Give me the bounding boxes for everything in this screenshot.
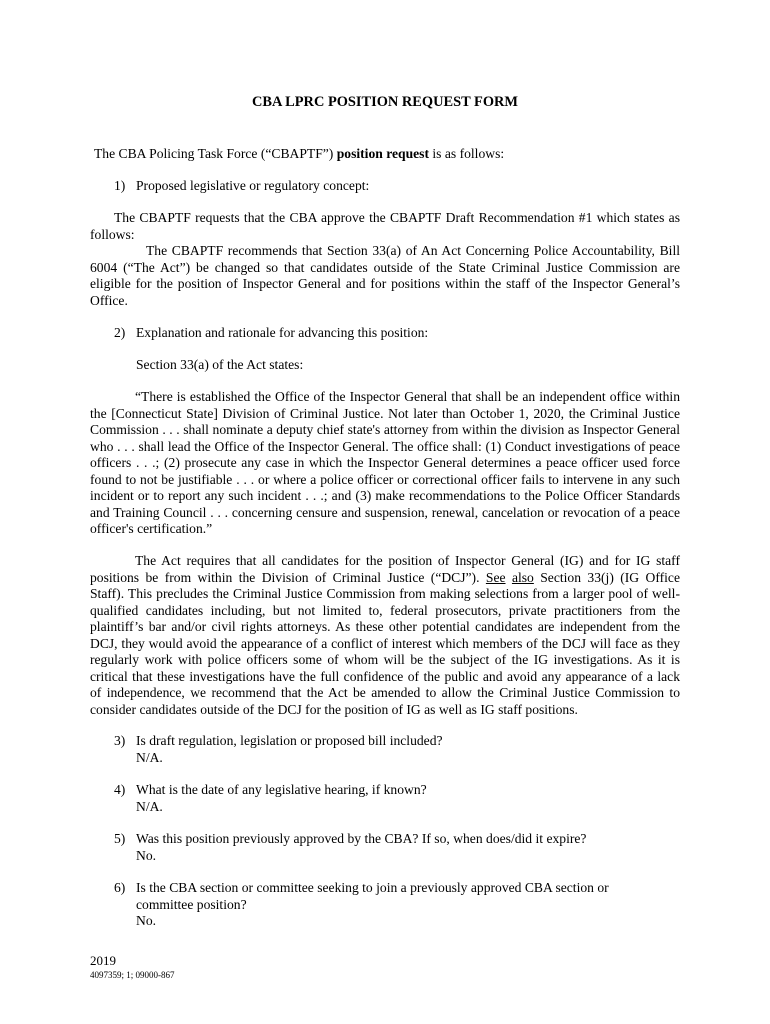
also-citation: also xyxy=(511,569,534,585)
intro-text: The CBA Policing Task Force (“CBAPTF”) xyxy=(94,146,337,161)
q3-answer: N/A. xyxy=(136,749,163,765)
q2-rationale-paragraph: The Act requires that all candidates for the position of Inspector General (IG) and for IG staff positions be from within the Division of Criminal Justice (“DCJ”). See also Section 33(j) (IG Office Staff). This precludes the Criminal Justice Commission from making selections from a larger pool of well- qualified candidates including, but not limited to, federal prosecutors, private practitioners from the plaintiff’s bar and/or civil rights attorneys. As these other potential candidates are independent from the DCJ, they would avoid the appearance of a conflict of interest which members of the DCJ will face as they regularly work with police officers some of whom will be the subject of the IG investigations. As it is critical that these investigations have the full confidence of the public and avoid any appearance of a lack of independence, we recommend that the Act be amended to allow the Criminal Justice Commission to consider candidates outside of the DCJ for the position of IG as well as IG staff positions. xyxy=(90,553,680,717)
q6-number: 6) xyxy=(114,880,126,895)
intro-sentence xyxy=(94,146,504,162)
q6-label-line2: committee position? xyxy=(136,896,247,912)
q6-block xyxy=(136,880,609,930)
q5-label: Was this position previously approved by the CBA? If so, when does/did it expire? xyxy=(136,831,587,846)
q4-block xyxy=(136,782,427,815)
q6-label-line1: Is the CBA section or committee seeking to join a previously approved CBA section or xyxy=(136,880,609,895)
q4-label: What is the date of any legislative hearing, if known? xyxy=(136,782,427,797)
q6-answer: No. xyxy=(136,913,157,928)
footer-year: 2019 xyxy=(90,953,116,968)
q5-block xyxy=(136,831,586,864)
intro-bold: position request xyxy=(336,146,429,161)
rationale-line-with-citation: positions be from within the Division of Criminal Justice (“DCJ”). See also Section 33(j) (IG Office xyxy=(90,569,680,585)
see-citation: See xyxy=(485,569,506,585)
q5-number: 5) xyxy=(114,831,126,846)
q3-block xyxy=(136,733,443,766)
q5-answer: No. xyxy=(136,847,157,863)
q2-section-label: Section 33(a) of the Act states: xyxy=(136,357,304,372)
q2-quote-paragraph: “There is established the Office of the Inspector General that shall be an independent office within the [Connecticut State] Division of Criminal Justice. Not later than October 1, 2020, the Criminal Justice Commission . . . shall nominate a deputy chief state's attorney from within the division as Inspector General who . . . shall lead the Office of the Inspector General. The office shall: (1) Conduct investigations of peace officers . . .; (2) prosecute any case in which the Inspector General determines a peace officer used force found to not be justifiable . . . or where a police officer or correctional officer fails to intervene in any such incident or to report any such incident . . .; and (3) make recommendations to the Police Officer Standards and Training Council . . . concerning censure and suspension, renewal, cancelation or revocation of a peace officer's certification.” xyxy=(90,389,680,536)
q1-number: 1) xyxy=(114,178,126,193)
page-title: CBA LPRC POSITION REQUEST FORM xyxy=(251,94,518,110)
q4-answer: N/A. xyxy=(136,798,163,814)
q4-number: 4) xyxy=(114,782,126,797)
intro-text-end: is as follows: xyxy=(429,146,505,161)
q3-number: 3) xyxy=(114,733,126,748)
footer-doc-id: 4097359; 1; 09000-867 xyxy=(90,970,175,980)
q1-request-paragraph: The CBAPTF requests that the CBA approve the CBAPTF Draft Recommendation #1 which states as follows: xyxy=(90,210,680,242)
q1-label: Proposed legislative or regulatory concept: xyxy=(136,178,370,193)
q1-recommendation-paragraph: The CBAPTF recommends that Section 33(a) of An Act Concerning Police Accountability, Bill 6004 (“The Act”) be changed so that candidates outside of the State Criminal Justice Commission are eligible for the position of Inspector General and for positions within the staff of the Inspector General’s Office. xyxy=(90,243,680,308)
q2-label: Explanation and rationale for advancing this position: xyxy=(136,325,429,340)
q3-label: Is draft regulation, legislation or proposed bill included? xyxy=(136,733,443,748)
q2-number: 2) xyxy=(114,325,126,340)
